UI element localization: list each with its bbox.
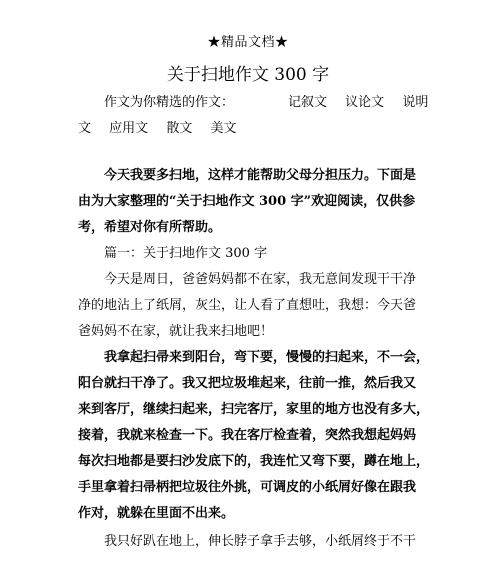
category-prose: 散文 — [166, 121, 193, 136]
paragraph-3-line-5: 每次扫地都是要扫沙发底下的，我连忙又弯下要，蹲在地上， — [78, 454, 430, 469]
paragraph-2-line-2: 净的地沾上了纸屑，灰尘，让人看了直想吐，我想：今天爸 — [78, 298, 417, 313]
category-argumentative: 议论文 — [345, 95, 385, 110]
category-expository-part: 说明 — [402, 95, 429, 110]
intro-line-1 — [104, 94, 429, 112]
paragraph-1-line-3: 考，希望对你有所帮助。 — [78, 220, 222, 235]
category-expository-end: 文 — [78, 121, 92, 136]
category-beautiful: 美文 — [210, 121, 237, 136]
paragraph-3-line-7: 作对，就躲在里面不出来。 — [78, 506, 235, 521]
intro-label: 作文为你精选的作文： — [104, 95, 235, 110]
paragraph-3-line-1: 我拿起扫帚来到阳台，弯下要，慢慢的扫起来，不一会， — [104, 350, 430, 365]
paragraph-2-line-1: 今天是周日，爸爸妈妈都不在家，我无意间发现干干净 — [104, 272, 417, 287]
paragraph-3-line-3: 来到客厅，继续扫起来，扫完客厅，家里的地方也没有多大， — [78, 402, 430, 417]
paragraph-3-line-2: 阳台就扫干净了。我又把垃圾堆起来，往前一推，然后我又 — [78, 376, 417, 391]
paragraph-2-line-3: 爸妈妈不在家，就让我来扫地吧！ — [78, 324, 274, 339]
paragraph-4-line-1: 我只好趴在地上，伸长脖子拿手去够，小纸屑终于不干 — [104, 534, 417, 549]
paragraph-3-line-6: 手里拿着扫帚柄把垃圾往外挑，可调皮的小纸屑好像在跟我 — [78, 480, 417, 495]
paragraph-1-line-2: 由为大家整理的“关于扫地作文 300 字”欢迎阅读，仅供参 — [78, 194, 416, 209]
paragraph-3-line-4: 接着，我就来检查一下。我在客厅检查着，突然我想起妈妈 — [78, 428, 417, 443]
intro-line-2 — [78, 120, 423, 138]
header-mark: ★精品文档★ — [207, 35, 289, 50]
section-heading: 篇一：关于扫地作文 300 字 — [104, 246, 268, 261]
category-narrative: 记叙文 — [288, 95, 328, 110]
category-practical: 应用文 — [109, 121, 149, 136]
paragraph-1-line-1: 今天我要多扫地，这样才能帮助父母分担压力。下面是 — [104, 168, 417, 183]
document-title: 关于扫地作文 300 字 — [166, 65, 330, 85]
